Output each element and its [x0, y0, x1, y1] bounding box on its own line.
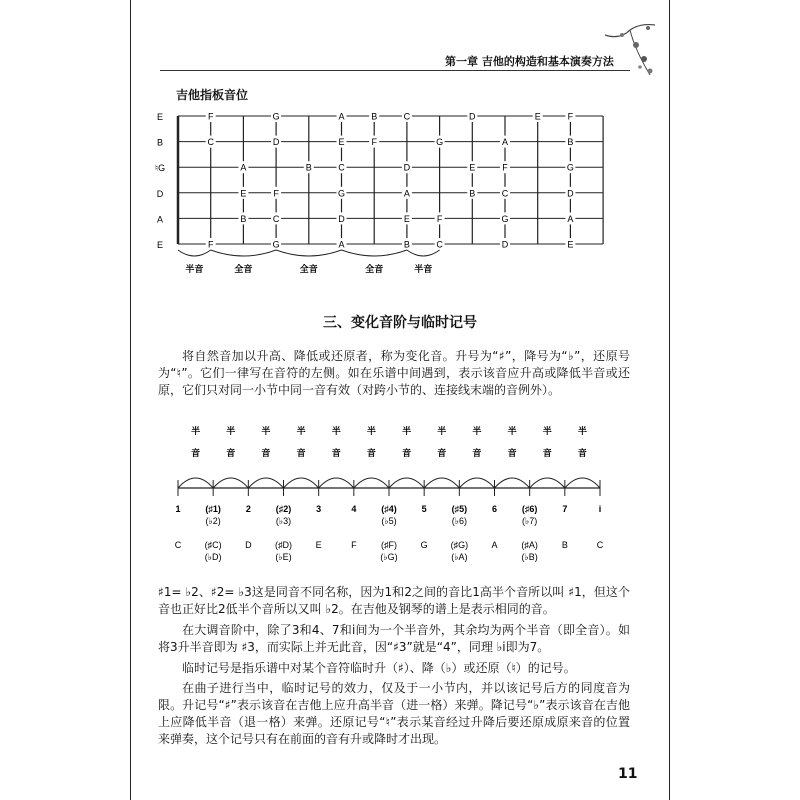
semitone-label-top: 半 [191, 426, 201, 436]
scale-letter-note: F [351, 540, 357, 550]
note-label: C [436, 239, 443, 250]
scale-number-note: (♯1) [205, 504, 221, 514]
note-label: C [338, 162, 345, 173]
note-label: A [338, 111, 345, 122]
semitone-label-bottom: 音 [331, 448, 341, 458]
note-label: G [501, 213, 509, 224]
interval-brace [342, 250, 407, 256]
semitone-label-bottom: 音 [261, 448, 271, 458]
semitone-label-bottom: 音 [437, 448, 447, 458]
string-label: A [156, 214, 164, 225]
semitone-label-bottom: 音 [366, 448, 376, 458]
interval-brace [276, 250, 341, 256]
interval-label: 全音 [365, 264, 384, 274]
note-label: E [403, 213, 410, 224]
note-label: F [567, 111, 574, 122]
scale-number-note: (♯2) [275, 504, 292, 514]
note-label: F [273, 188, 279, 199]
interval-brace [178, 250, 211, 256]
semitone-label-top: 半 [296, 426, 306, 436]
semitone-label-bottom: 音 [226, 448, 236, 458]
note-label: G [436, 137, 444, 148]
note-label: G [566, 162, 574, 173]
semitone-arc [354, 478, 389, 488]
note-label: F [502, 162, 508, 173]
paragraph-effect: 在曲子进行当中，临时记号的效力，仅及于一小节内，并以该记号后方的同度音为限。升记号“♯”表示该音在吉他上应升高半音（进一格）来弹。降记号“♭”表示该音在吉他上应降低半音（退一格）来弹。还原记号“♮”表示某音经过升降后要还原成原来音的位置来弹奏，这个记号只有在前面的音有升或降时才出现。 [158, 681, 630, 746]
scale-letter-note: E [315, 540, 322, 550]
note-label: D [403, 162, 411, 173]
interval-label: 全音 [299, 264, 318, 274]
scale-flat-letter-note: (♭D) [204, 552, 222, 562]
note-label: E [567, 239, 574, 250]
note-label: B [240, 213, 247, 224]
note-label: G [272, 239, 280, 250]
semitone-arc [530, 478, 565, 488]
note-label: F [436, 213, 443, 224]
note-label: G [337, 188, 346, 199]
scale-number-note: 6 [491, 504, 498, 514]
semitone-label-bottom: 音 [507, 448, 517, 458]
semitone-label-bottom: 音 [296, 448, 306, 458]
paragraph-major-scale: 在大调音阶中，除了3和4、7和i间为一个半音外，其余均为两个半音（即全音）。如将3升半音即为 ♯3，而实际上并无此音，因“♯3”就是“4”，同理 ♭i即为7。 [158, 623, 630, 654]
string-label: D [156, 188, 164, 199]
semitone-label-bottom: 音 [191, 448, 201, 458]
semitone-arc [495, 478, 530, 488]
note-label: E [338, 137, 345, 148]
scale-letter-note: (♯D) [275, 540, 292, 550]
header-rule [160, 70, 630, 71]
semitone-arc [284, 478, 319, 488]
scale-number-note: i [598, 504, 602, 514]
semitone-arc [389, 478, 424, 488]
note-label: E [534, 111, 541, 122]
note-label: C [207, 137, 214, 148]
note-label: A [338, 239, 345, 250]
scale-flat-number-note: (♭5) [381, 516, 397, 526]
scale-letter-note: B [561, 540, 568, 550]
scale-flat-letter-note: (♭G) [380, 552, 398, 562]
scale-number-note: 5 [421, 504, 427, 514]
right-margin-line [669, 0, 670, 800]
semitone-label-top: 半 [226, 426, 236, 436]
note-label: G [272, 111, 280, 122]
note-label: C [272, 213, 280, 224]
note-label: B [371, 111, 378, 122]
semitone-label-top: 半 [542, 426, 552, 436]
semitone-label-top: 半 [261, 426, 271, 436]
note-label: B [403, 239, 410, 250]
intro-paragraph: 将自然音加以升高、降低或还原者，称为变化音。升号为“♯”，降号为“♭”，还原号为“♮”。它们一律写在音符的左侧。如在乐谱中间遇到，表示该音应升高或降低半音或还原，它们只对同一小节中同一音有效（对跨小节的、连接线末端的音例外）。 [158, 349, 630, 397]
note-label: A [403, 188, 410, 199]
note-label: F [207, 239, 214, 250]
fretboard-title: 吉他指板音位 [176, 88, 249, 102]
interval-label: 半音 [185, 264, 204, 274]
note-label: E [240, 188, 247, 199]
semitone-arc [213, 478, 248, 488]
semitone-arc [459, 478, 494, 488]
scale-letter-note: C [596, 540, 604, 550]
paragraph-accidentals: 临时记号是指乐谱中对某个音符临时升（♯）、降（♭）或还原（♮）的记号。 [182, 661, 576, 675]
scale-flat-letter-note: (♭B) [521, 552, 538, 562]
note-label: D [501, 239, 509, 250]
scale-number-note: 4 [351, 504, 357, 514]
note-label: C [403, 111, 411, 122]
interval-label: 半音 [414, 264, 433, 274]
string-label: ♮G [154, 163, 166, 174]
interval-brace [211, 250, 276, 256]
string-label: E [156, 112, 164, 122]
note-label: B [469, 188, 476, 199]
page-number: 11 [618, 766, 638, 782]
scale-letter-note: A [491, 540, 498, 550]
note-label: A [501, 137, 509, 148]
semitone-label-bottom: 音 [402, 448, 412, 458]
semitone-arc [178, 478, 213, 488]
scale-flat-letter-note: (♭E) [275, 552, 292, 562]
note-label: F [371, 137, 377, 148]
semitone-label-bottom: 音 [542, 448, 552, 458]
semitone-label-top: 半 [437, 426, 447, 436]
scale-diagram [150, 420, 630, 570]
semitone-label-top: 半 [577, 426, 587, 436]
semitone-arc [424, 478, 459, 488]
scale-number-note: 2 [245, 504, 251, 514]
note-label: D [272, 137, 280, 148]
note-label: D [469, 111, 476, 122]
scale-flat-number-note: (♭2) [205, 516, 221, 526]
semitone-label-top: 半 [366, 426, 376, 436]
semitone-label-top: 半 [402, 426, 412, 436]
semitone-arc [319, 478, 354, 488]
semitone-label-bottom: 音 [472, 448, 482, 458]
interval-label: 全音 [234, 264, 253, 274]
scale-number-note: (♯6) [521, 504, 538, 514]
scale-letter-note: (♯A) [521, 540, 538, 550]
semitone-label-bottom: 音 [577, 448, 587, 458]
scale-number-note: 1 [175, 504, 181, 514]
scale-letter-note: C [174, 540, 182, 550]
note-label: B [567, 137, 574, 148]
note-label: D [338, 213, 345, 224]
paragraph-enharmonic: ♯1= ♭2、♯2= ♭3这是同音不同名称，因为1和2之间的音比1高半个音所以叫 ♯1，但这个音也正好比2低半个音所以又叫 ♭2。在吉他及钢琴的谱上是表示相同的音。 [158, 585, 630, 616]
semitone-label-top: 半 [507, 426, 517, 436]
note-label: D [567, 188, 574, 199]
scale-number-note: 7 [562, 504, 568, 514]
semitone-arc [565, 478, 600, 488]
plum-blossom-decoration-icon [600, 15, 660, 85]
scale-number-note: (♯4) [381, 504, 397, 514]
scale-number-note: 3 [316, 504, 322, 514]
left-margin-line [130, 0, 131, 800]
section-title: 三、变化音阶与临时记号 [323, 315, 477, 331]
note-label: A [240, 162, 247, 173]
scale-letter-note: (♯G) [450, 540, 469, 550]
scale-letter-note: (♯F) [381, 540, 397, 550]
scale-letter-note: G [420, 540, 428, 550]
semitone-label-top: 半 [331, 426, 341, 436]
scale-flat-number-note: (♭6) [451, 516, 467, 526]
string-label: E [156, 240, 164, 250]
semitone-arc [248, 478, 283, 488]
note-label: F [207, 111, 214, 122]
semitone-label-top: 半 [472, 426, 482, 436]
string-label: B [156, 137, 164, 148]
note-label: B [305, 162, 312, 173]
fretboard-diagram [150, 100, 630, 280]
scale-number-note: (♯5) [451, 504, 468, 514]
note-label: A [567, 213, 574, 224]
scale-flat-letter-note: (♭A) [451, 552, 468, 562]
note-label: E [469, 162, 476, 173]
scale-flat-number-note: (♭3) [275, 516, 292, 526]
interval-brace [407, 250, 440, 256]
note-label: C [501, 188, 509, 199]
chapter-header: 第一章 吉他的构造和基本演奏方法 [445, 55, 614, 68]
scale-flat-number-note: (♭7) [522, 516, 538, 526]
scale-letter-note: D [245, 540, 252, 550]
scale-letter-note: (♯C) [204, 540, 222, 550]
